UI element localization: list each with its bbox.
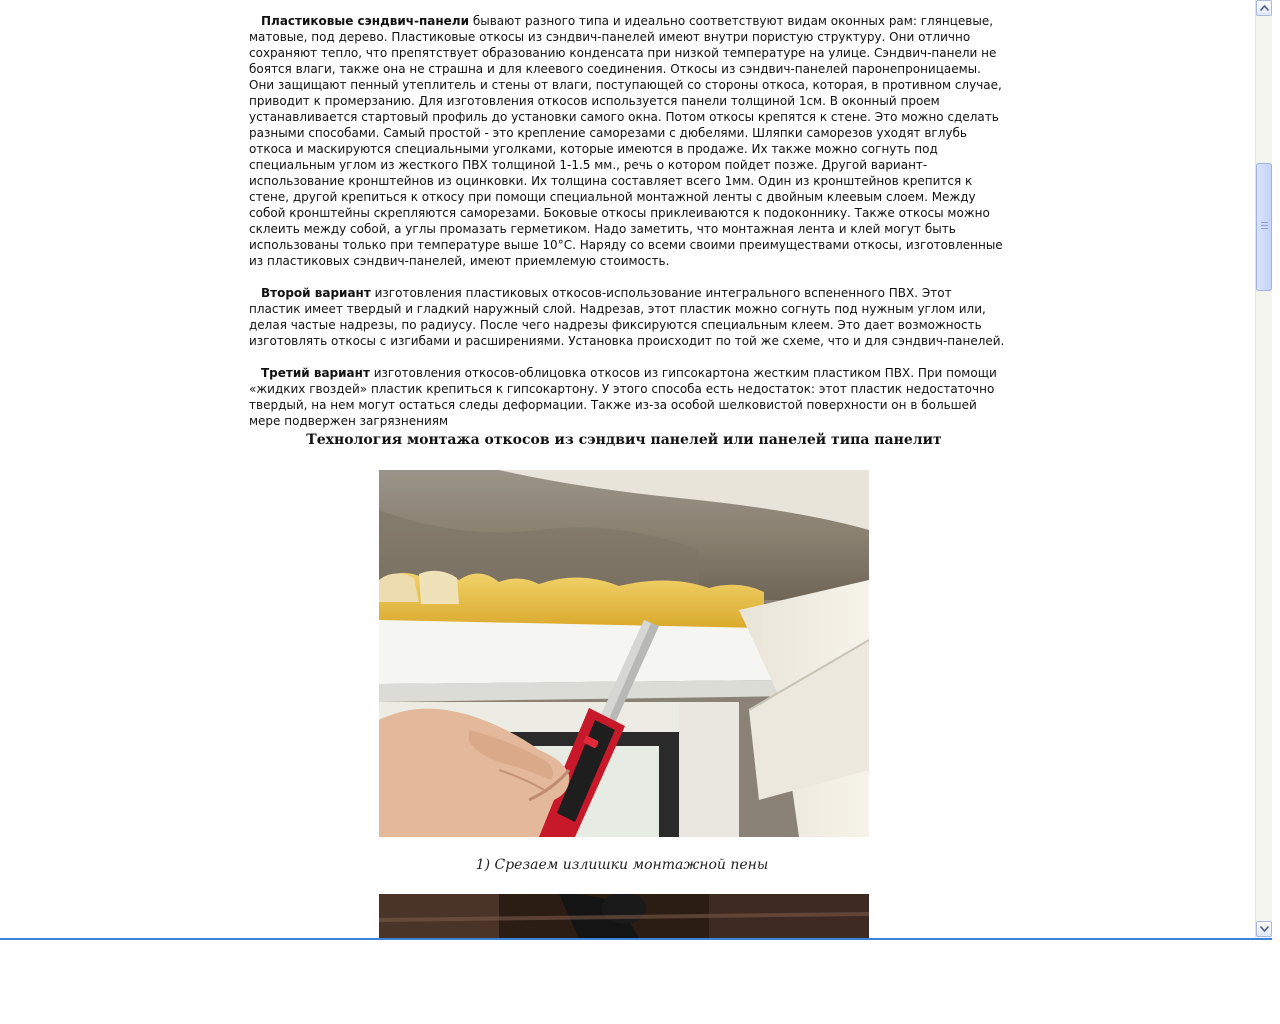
- grip-icon: [1261, 222, 1268, 230]
- photo-cutting-foam: [379, 470, 869, 837]
- paragraph-text: изготовления пластиковых откосов-использование интегрального вспененного ПВХ. Этот пластик имеет твердый и гладкий наружный слой. Надрезав, этот пластик можно согнуть под нужным углом или, делая частые надрезы, по радиусу. После чего надрезы фиксируются специальным клеем. Это дает возможность изготовлять откосы с изгибами и расширениями. Установка происходит по той же схеме, что и для сэндвич-панелей.: [249, 286, 1005, 348]
- photo-next-step: [379, 894, 869, 938]
- scrollbar-thumb[interactable]: [1256, 163, 1272, 291]
- arrow-down-icon[interactable]: [1256, 921, 1272, 937]
- paragraph-second-option: [249, 285, 1005, 349]
- paragraph-lead: Пластиковые сэндвич-панели: [261, 14, 470, 28]
- paragraph-text: изготовления откосов-облицовка откосов из гипсокартона жестким пластиком ПВХ. При помощи «жидких гвоздей» пластик крепиться к гипсокартону. У этого способа есть недостаток: этот пластик недостаточно твердый, на нем могут остаться следы деформации. Также из-за особой шелковистой поверхности он в большей мере подвержен загрязнениям: [249, 366, 997, 428]
- paragraph-lead: Второй вариант: [261, 286, 371, 300]
- empty-area: [0, 940, 1280, 1024]
- article-body: [249, 13, 1005, 445]
- photo-caption: 1) Срезаем излишки монтажной пены: [475, 857, 769, 873]
- paragraph-sandwich-panels: [249, 13, 1005, 269]
- photo-next-step-drawing: [379, 894, 869, 938]
- vertical-scrollbar[interactable]: [1255, 0, 1272, 938]
- paragraph-text: бывают разного типа и идеально соответствуют видам оконных рам: глянцевые, матовые, под дерево. Пластиковые откосы из сэндвич-панелей имеют внутри пористую структуру. Они отлично сохраняют тепло, что препятствует образованию конденсата при низкой температуре на улице. Сэндвич-панели не боятся влаги, также она не страшна и для клеевого соединения. Откосы из сэндвич-панелей паронепроницаемы. Они защищают пенный утеплитель и стены от влаги, поступающей со стороны откоса, которая, в противном случае, приводит к промерзанию. Для изготовления откосов используется панели толщиной 1см. В оконный проем устанавливается стартовый профиль до установки самого окна. Потом откосы крепятся к стене. Это можно сделать разными способами. Самый простой - это крепление саморезами с дюбелями. Шляпки саморезов уходят вглубь откоса и маскируются специальными уголками, которые имеются в продаже. Их также можно согнуть под специальным углом из жесткого ПВХ толщиной 1-1.5 мм., речь о котором пойдет позже. Другой вариант- использование кронштейнов из оцинковки. Их толщина составляет всего 1мм. Один из кронштейнов крепится к стене, другой крепиться к откосу при помощи специальной монтажной ленты с двойным клеевым слоем. Между собой кронштейны скрепляются саморезами. Боковые откосы приклеиваются к подоконнику. Также откосы можно склеить между собой, а углы промазать герметиком. Надо заметить, что монтажная лента и клей могут быть использованы только при температуре выше 10°С. Наряду со всеми своими преимуществами откосы, изготовленные из пластиковых сэндвич-панелей, имеют приемлемую стоимость.: [249, 14, 1003, 268]
- section-heading: Технология монтажа откосов из сэндвич панелей или панелей типа панелит: [306, 432, 942, 448]
- paragraph-third-option: [249, 365, 1005, 429]
- paragraph-lead: Третий вариант: [261, 366, 370, 380]
- arrow-up-icon[interactable]: [1256, 0, 1272, 16]
- photo-cutting-foam-drawing: [379, 470, 869, 837]
